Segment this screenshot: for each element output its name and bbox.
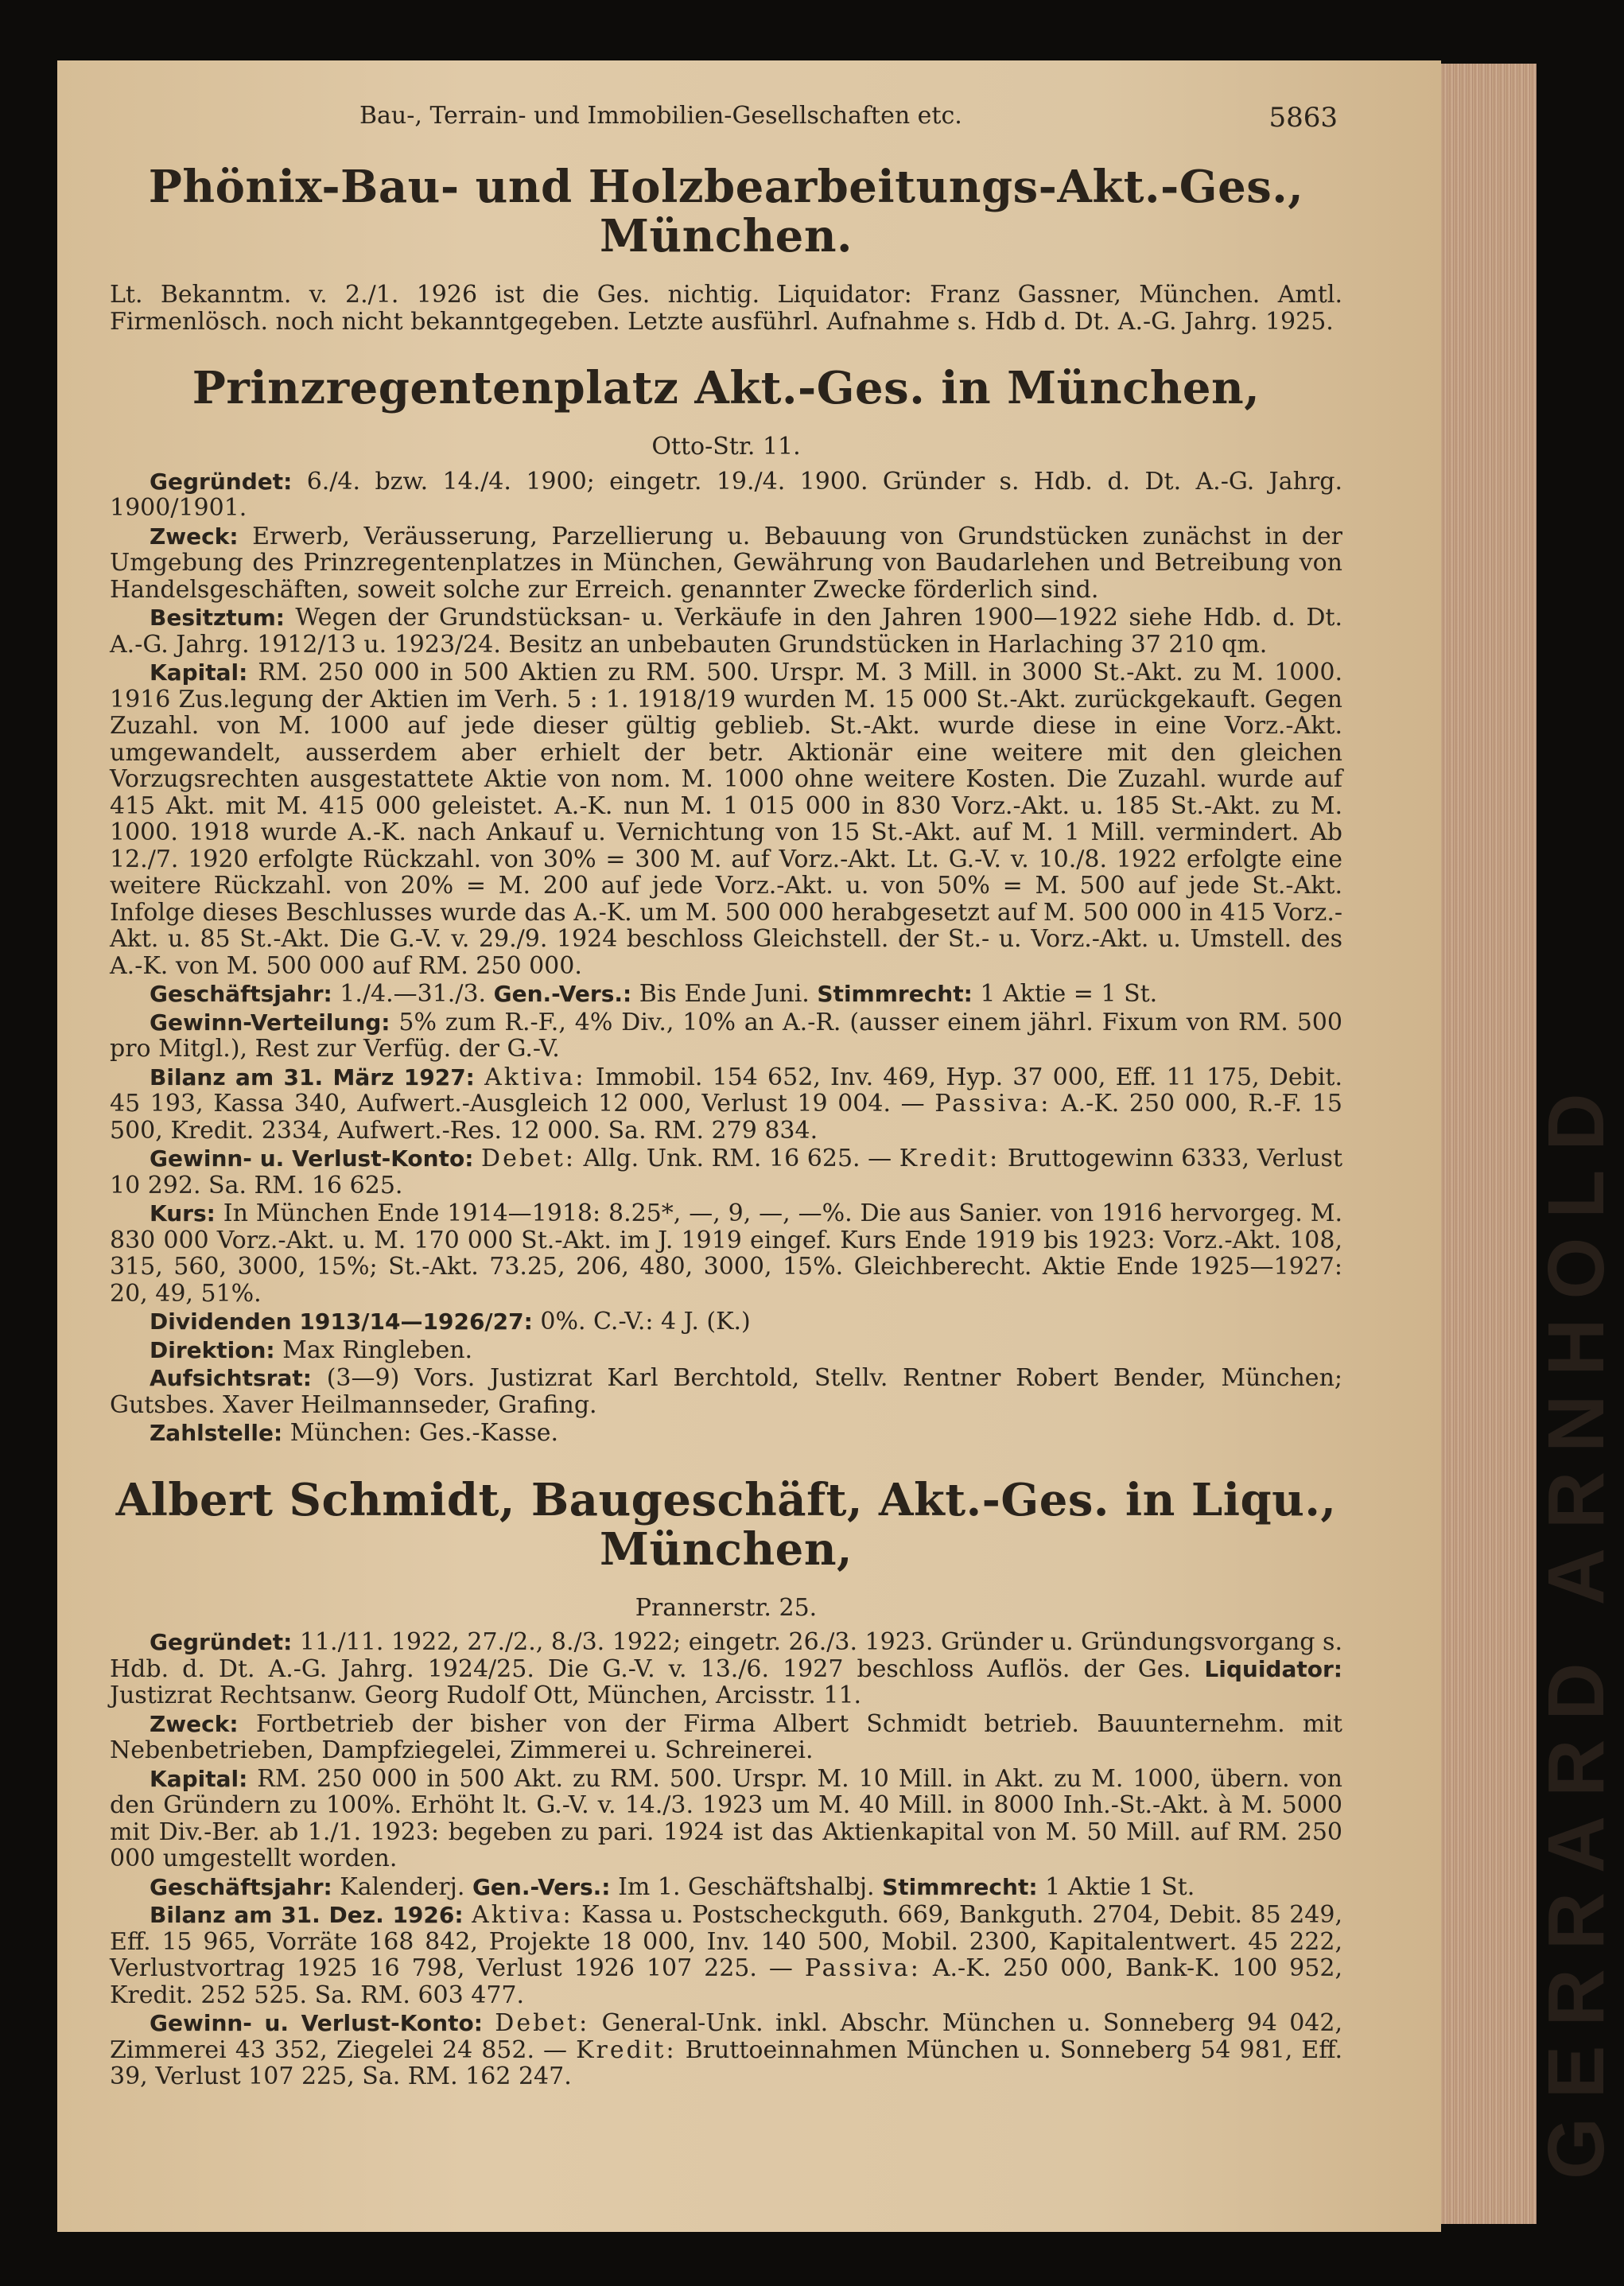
entry-kapital: Kapital: RM. 250 000 in 500 Aktien zu RM. 500. Urspr. M. 3 Mill. in 3000 St.-Akt. zu M. 1000. 1916 Zus.legung der Aktien im Verh. 5 : 1. 1918/19 wurden M. 15 000 St.-Akt. zurückgekauft. Gegen Zuzahl. von M. 1000 auf jede dieser gültig geblieb. St.-Akt. wurde diese in eine Vorz.-Akt. umgewandelt, ausserdem aber erhielt der betr. Aktionär eine weitere mit den gleichen Vorzugsrechten ausgestattete Aktie von nom. M. 1000 ohne weitere Kosten. Die Zuzahl. wurde auf 415 Akt. mit M. 415 000 geleistet. A.-K. nun M. 1 015 000 in 830 Vorz.-Akt. u. 185 St.-Akt. zu M. 1000. 1918 wurde A.-K. nach Ankauf u. Vernichtung von 15 St.-Akt. auf M. 1 Mill. vermindert. Ab 12./7. 1920 erfolgte Rückzahl. von 30% = 300 M. auf Vorz.-Akt. Lt. G.-V. v. 10./8. 1922 erfolgte eine weitere Rückzahl. von 20% = M. 200 auf jede Vorz.-Akt. u. von 50% = M. 500 auf jede St.-Akt. Infolge dieses Beschlusses wurde das A.-K. um M. 500 000 herabgesetzt auf M. 500 000 in 415 Vorz.-Akt. u. 85 St.-Akt. Die G.-V. v. 29./9. 1924 beschloss Gleichstell. der St.- u. Vorz.-Akt. u. Umstell. des A.-K. von M. 500 000 auf RM. 250 000.	[110, 659, 1342, 980]
entry-gewinn-verteilung: Gewinn-Verteilung: 5% zum R.-F., 4% Div., 10% an A.-R. (ausser einem jährl. Fixum von RM. 500 pro Mitgl.), Rest zur Verfüg. der G.-V.	[110, 1008, 1342, 1063]
company-title-prinzregentenplatz: Prinzregentenplatz Akt.-Ges. in München,	[192, 362, 1261, 414]
entry-gegruendet: Gegründet: 11./11. 1922, 27./2., 8./3. 1922; eingetr. 26./3. 1923. Gründer u. Gründungsvorgang s. Hdb. d. Dt. A.-G. Jahrg. 1924/25. Die G.-V. v. 13./6. 1927 beschloss Auflös. der Ges. Liquidator: Justizrat Rechtsanw. Georg Rudolf Ott, München, Arcisstr. 11.	[110, 1628, 1342, 1709]
entry-guv: Gewinn- u. Verlust-Konto: Debet: Allg. Unk. RM. 16 625. — Kredit: Bruttogewinn 6333, Verlust 10 292. Sa. RM. 16 625.	[110, 1145, 1342, 1199]
page-number: 5863	[1269, 102, 1338, 134]
page-edge-spine	[1441, 64, 1621, 2224]
entry-bilanz: Bilanz am 31. März 1927: Aktiva: Immobil. 154 652, Inv. 469, Hyp. 37 000, Eff. 11 175, Debit. 45 193, Kassa 340, Aufwert.-Ausgleich 12 000, Verlust 19 004. — Passiva: A.-K. 250 000, R.-F. 15 500, Kredit. 2334, Aufwert.-Res. 12 000. Sa. RM. 279 834.	[110, 1063, 1342, 1145]
entry-dividenden: Dividenden 1913/14—1926/27: 0%. C.-V.: 4 J. (K.)	[150, 1308, 751, 1335]
entry-bilanz: Bilanz am 31. Dez. 1926: Aktiva: Kassa u. Postscheckguth. 669, Bankguth. 2704, Debit. 85 249, Eff. 15 965, Vorräte 168 842, Projekte 18 000, Inv. 140 500, Mobil. 2300, Kapitalentwert. 45 222, Verlustvortrag 1925 16 798, Verlust 1926 107 225. — Passiva: A.-K. 250 000, Bank-K. 100 952, Kredit. 252 525. Sa. RM. 603 477.	[110, 1901, 1342, 2009]
entry-guv: Gewinn- u. Verlust-Konto: Debet: General-Unk. inkl. Abschr. München u. Sonneberg 94 042, Zimmerei 43 352, Ziegelei 24 852. — Kredit: Bruttoeinnahmen München u. Sonneberg 54 981, Eff. 39, Verlust 107 225, Sa. RM. 162 247.	[110, 2009, 1343, 2090]
entry-zweck: Zweck: Erwerb, Veräusserung, Parzellierung u. Bebauung von Grundstücken zunächst in der Umgebung des Prinzregentenplatzes in München, Gewährung von Baudarlehen und Betreibung von Handelsgeschäften, soweit solche zur Erreich. genannter Zwecke förderlich sind.	[110, 522, 1342, 604]
book-page	[57, 60, 1441, 2232]
running-title: Bau-, Terrain- und Immobilien-Gesellschaften etc.	[359, 102, 962, 130]
entry-gegruendet: Gegründet: 6./4. bzw. 14./4. 1900; eingetr. 19./4. 1900. Gründer s. Hdb. d. Dt. A.-G. Jahrg. 1900/1901.	[110, 467, 1342, 522]
entry-geschaeftsjahr: Geschäftsjahr: 1./4.—31./3. Gen.-Vers.: Bis Ende Juni. Stimmrecht: 1 Aktie = 1 St.	[150, 980, 1158, 1008]
company-address: Prannerstr. 25.	[635, 1593, 818, 1622]
company-title-albert-schmidt: Albert Schmidt, Baugeschäft, Akt.-Ges. in Liqu., München,	[115, 1473, 1337, 1576]
label: Gegründet:	[150, 468, 293, 495]
phoenix-notice: Lt. Bekanntm. v. 2./1. 1926 ist die Ges. nichtig. Liquidator: Franz Gassner, München. Amtl. Firmenlösch. noch nicht bekanntgegeben. Letzte ausführl. Aufnahme s. Hdb d. Dt. A.-G. Jahrg. 1925.	[110, 281, 1342, 336]
entry-kurs: Kurs: In München Ende 1914—1918: 8.25*, —, 9, —, —%. Die aus Sanier. von 1916 hervorgeg. M. 830 000 Vorz.-Akt. u. M. 170 000 St.-Akt. im J. 1919 eingef. Kurs Ende 1919 bis 1923: Vorz.-Akt. 108, 315, 560, 3000, 15%; St.-Akt. 73.25, 206, 480, 3000, 15%. Gleichberecht. Aktie Ende 1925—1927: 20, 49, 51%.	[110, 1199, 1342, 1308]
entry-geschaeftsjahr: Geschäftsjahr: Kalenderj. Gen.-Vers.: Im 1. Geschäftshalbj. Stimmrecht: 1 Aktie 1 St.	[150, 1872, 1195, 1901]
spine-stamp: GERRARD ARNHOLD	[1532, 1074, 1621, 2179]
entry-zahlstelle: Zahlstelle: München: Ges.-Kasse.	[150, 1419, 559, 1447]
entry-direktion: Direktion: Max Ringleben.	[150, 1335, 473, 1364]
entry-kapital: Kapital: RM. 250 000 in 500 Akt. zu RM. 500. Urspr. M. 10 Mill. in Akt. zu M. 1000, übern. von den Gründern zu 100%. Erhöht lt. G.-V. v. 14./3. 1923 um M. 40 Mill. in 8000 Inh.-St.-Akt. à M. 5000 mit Div.-Ber. ab 1./1. 1923: begeben zu pari. 1924 ist das Aktienkapital von M. 50 Mill. auf RM. 250 000 umgestellt worden.	[110, 1764, 1342, 1872]
company-title-phoenix: Phönix-Bau- und Holzbearbeitungs-Akt.-Ges., München.	[148, 161, 1304, 262]
entry-besitztum: Besitztum: Wegen der Grundstücksan- u. Verkäufe in den Jahren 1900—1922 siehe Hdb. d. Dt. A.-G. Jahrg. 1912/13 u. 1923/24. Besitz an unbebauten Grundstücken in Harlaching 37 210 qm.	[110, 604, 1342, 659]
entry-zweck: Zweck: Fortbetrieb der bisher von der Firma Albert Schmidt betrieb. Bauunternehm. mit Nebenbetrieben, Dampfziegelei, Zimmerei u. Schreinerei.	[110, 1709, 1342, 1764]
running-header	[57, 102, 1441, 142]
entry-aufsichtsrat: Aufsichtsrat: (3—9) Vors. Justizrat Karl Berchtold, Stellv. Rentner Robert Bender, München; Gutsbes. Xaver Heilmannseder, Grafing.	[110, 1364, 1342, 1419]
page-content	[110, 162, 1342, 2092]
company-address: Otto-Str. 11.	[651, 433, 801, 461]
